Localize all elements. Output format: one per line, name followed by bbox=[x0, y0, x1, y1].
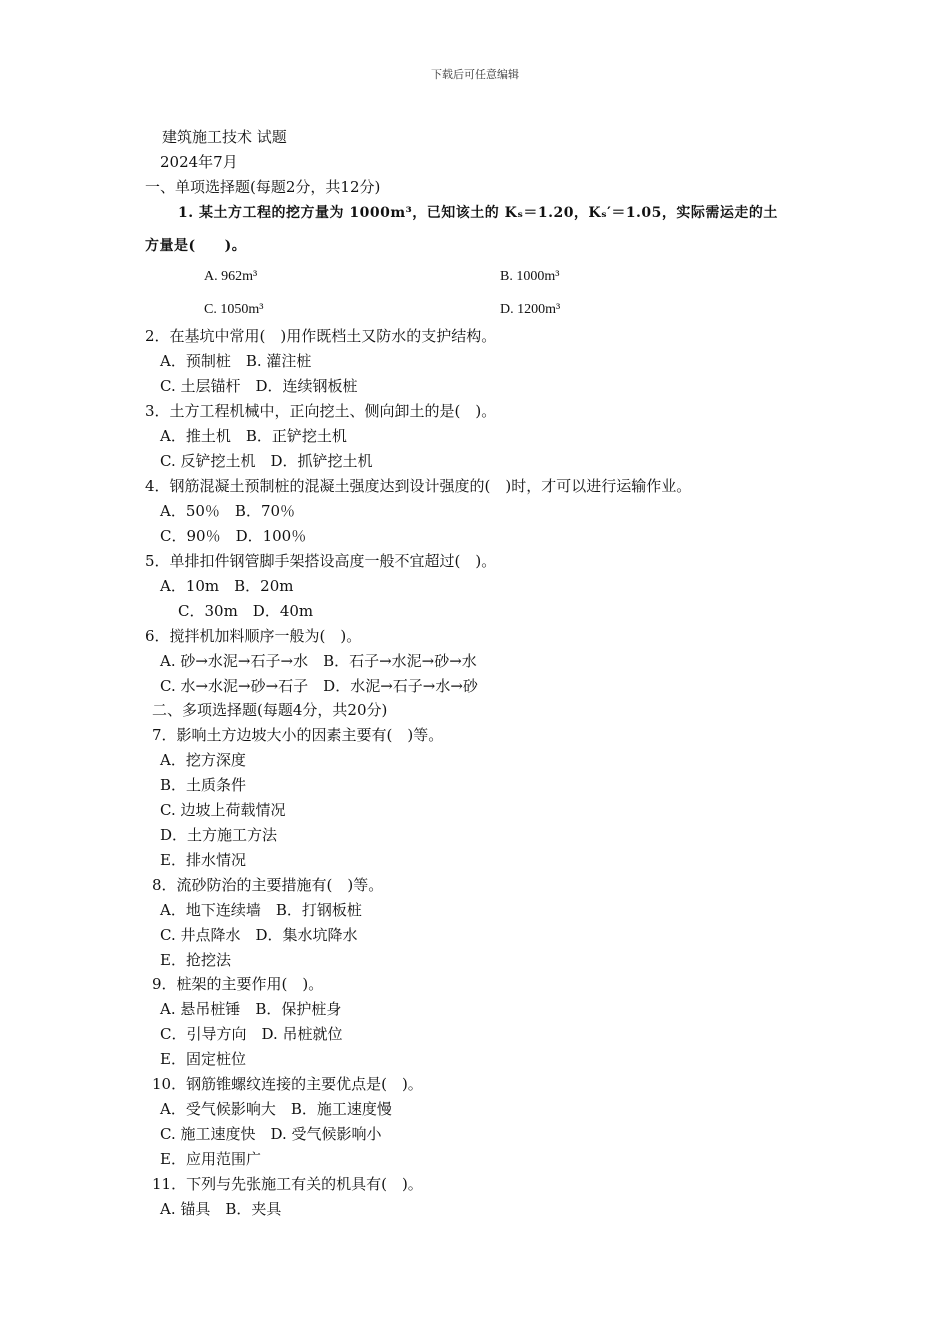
q10-options-ab: A．受气候影响大 B．施工速度慢 bbox=[160, 1100, 392, 1118]
section-heading-1: 一、单项选择题(每题2分，共12分) bbox=[145, 178, 381, 196]
q1-stem-line2: 方量是( )。 bbox=[145, 238, 247, 254]
question-10: 10．钢筋锥螺纹连接的主要优点是( )。 bbox=[152, 1075, 423, 1093]
question-7: 7．影响土方边坡大小的因素主要有( )等。 bbox=[152, 726, 444, 744]
q6-options-ab: A. 砂→水泥→石子→水 B．石子→水泥→砂→水 bbox=[160, 652, 477, 670]
q7-option-b: B．土质条件 bbox=[160, 776, 247, 794]
q7-option-c: C. 边坡上荷载情况 bbox=[160, 801, 286, 819]
question-11: 11．下列与先张施工有关的机具有( )。 bbox=[152, 1175, 423, 1193]
q2-options-ab: A．预制桩 B. 灌注桩 bbox=[160, 352, 312, 370]
q3-options-ab: A．推土机 B．正铲挖土机 bbox=[160, 427, 347, 445]
q1-stem-line1: 1. 某土方工程的挖方量为 1000m³，已知该土的 Kₛ＝1.20，Kₛ′＝1.05，实际需运走的土 bbox=[178, 205, 778, 221]
q7-option-a: A．挖方深度 bbox=[160, 751, 246, 769]
q4-options-ab: A．50％ B．70％ bbox=[160, 502, 296, 520]
q1-option-b: B. 1000m³ bbox=[500, 269, 560, 284]
q3-options-cd: C. 反铲挖土机 D．抓铲挖土机 bbox=[160, 452, 373, 470]
q6-options-cd: C. 水→水泥→砂→石子 D．水泥→石子→水→砂 bbox=[160, 677, 478, 695]
question-2: 2．在基坑中常用( )用作既档土又防水的支护结构。 bbox=[145, 327, 497, 345]
question-5: 5．单排扣件钢管脚手架搭设高度一般不宜超过( )。 bbox=[145, 552, 497, 570]
q8-options-cd: C. 井点降水 D．集水坑降水 bbox=[160, 926, 358, 944]
q2-options-cd: C. 土层锚杆 D．连续钢板桩 bbox=[160, 377, 358, 395]
q7-option-d: D．土方施工方法 bbox=[160, 826, 278, 844]
q9-options-ab: A. 悬吊桩锤 B．保护桩身 bbox=[160, 1000, 342, 1018]
doc-title: 建筑施工技术 试题 bbox=[162, 128, 287, 146]
q9-options-cd: C．引导方向 D. 吊桩就位 bbox=[160, 1025, 343, 1043]
page-header: 下载后可任意编辑 bbox=[431, 68, 519, 81]
q4-options-cd: C．90％ D．100％ bbox=[160, 527, 307, 545]
q10-option-e: E．应用范围广 bbox=[160, 1150, 261, 1168]
q8-options-ab: A．地下连续墙 B．打钢板桩 bbox=[160, 901, 362, 919]
question-3: 3．土方工程机械中，正向挖土、侧向卸土的是( )。 bbox=[145, 402, 497, 420]
q5-options-cd: C．30m D．40m bbox=[178, 602, 314, 620]
q11-options-ab: A. 锚具 B．夹具 bbox=[160, 1200, 282, 1218]
section-heading-2: 二、多项选择题(每题4分，共20分) bbox=[152, 701, 388, 719]
q7-option-e: E．排水情况 bbox=[160, 851, 246, 869]
q10-options-cd: C. 施工速度快 D. 受气候影响小 bbox=[160, 1125, 382, 1143]
q1-option-c: C. 1050m³ bbox=[204, 302, 264, 317]
question-8: 8．流砂防治的主要措施有( )等。 bbox=[152, 876, 384, 894]
question-9: 9．桩架的主要作用( )。 bbox=[152, 975, 324, 993]
q5-options-ab: A．10m B．20m bbox=[160, 577, 294, 595]
question-4: 4．钢筋混凝土预制桩的混凝土强度达到设计强度的( )时，才可以进行运输作业。 bbox=[145, 477, 692, 495]
doc-date: 2024年7月 bbox=[160, 153, 238, 171]
q8-option-e: E．抢挖法 bbox=[160, 951, 231, 969]
q1-option-a: A. 962m³ bbox=[204, 269, 258, 284]
question-6: 6．搅拌机加料顺序一般为( )。 bbox=[145, 627, 362, 645]
q1-option-d: D. 1200m³ bbox=[500, 302, 561, 317]
q9-option-e: E．固定桩位 bbox=[160, 1050, 246, 1068]
